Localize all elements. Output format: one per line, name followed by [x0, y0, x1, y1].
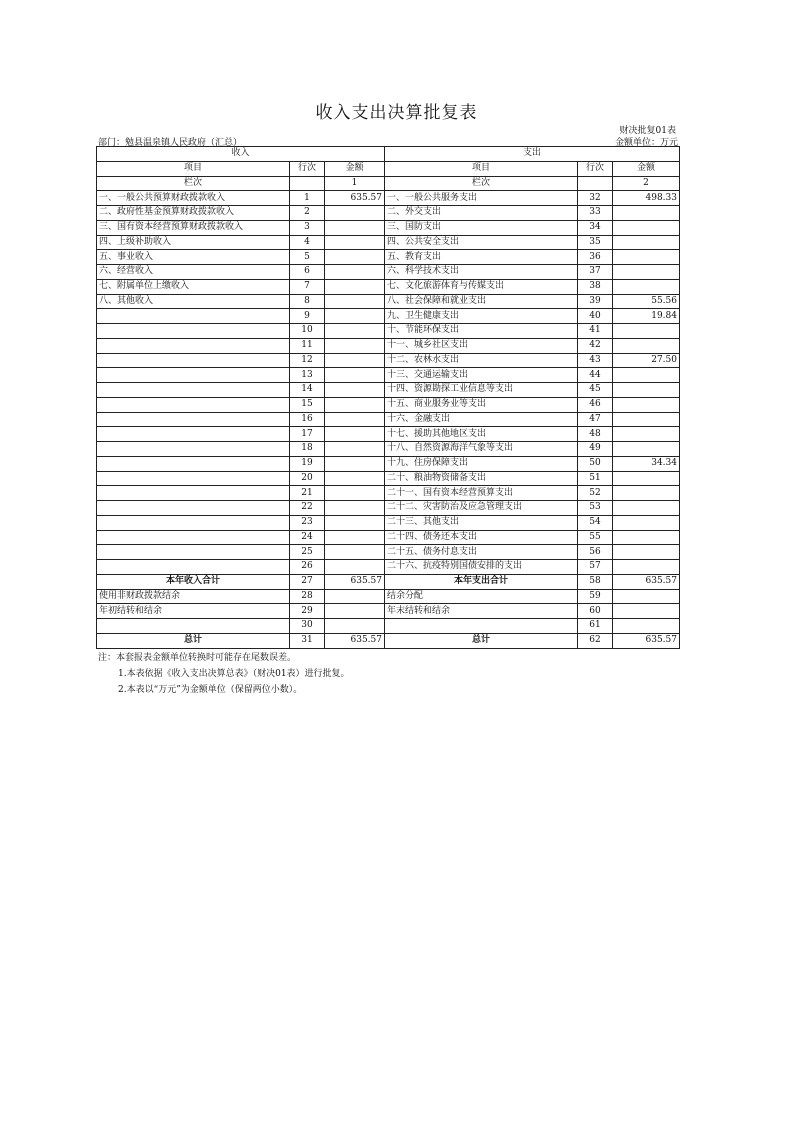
income-item: 二、政府性基金预算财政拨款收入 — [97, 206, 290, 221]
expense-item: 年末结转和结余 — [385, 604, 578, 619]
expense-amount — [613, 560, 680, 575]
expense-amount: 34.34 — [613, 456, 680, 471]
expense-row-no: 55 — [578, 530, 613, 545]
income-item — [97, 545, 290, 560]
expense-amount — [613, 220, 680, 235]
income-item — [97, 471, 290, 486]
income-item: 使用非财政拨款结余 — [97, 589, 290, 604]
table-row — [97, 442, 680, 457]
column-header-row — [97, 161, 680, 176]
income-amount — [325, 442, 385, 457]
expense-row-no: 40 — [578, 309, 613, 324]
expense-row-no: 58 — [578, 574, 613, 589]
expense-row-no: 41 — [578, 324, 613, 339]
income-row-no: 1 — [290, 191, 325, 206]
income-amount — [325, 412, 385, 427]
expense-item: 二十三、其他支出 — [385, 515, 578, 530]
empty-cell — [290, 176, 325, 191]
income-row-no: 30 — [290, 619, 325, 634]
table-row — [97, 589, 680, 604]
expense-item: 十八、自然资源海洋气象等支出 — [385, 442, 578, 457]
expense-row-no: 49 — [578, 442, 613, 457]
income-row-no: 20 — [290, 471, 325, 486]
page-title: 收入支出决算批复表 — [315, 103, 478, 123]
income-total-label: 总计 — [97, 633, 290, 648]
expense-amount — [613, 383, 680, 398]
expense-row-no: 52 — [578, 486, 613, 501]
income-amount — [325, 235, 385, 250]
income-row-no: 21 — [290, 486, 325, 501]
expense-row-no: 35 — [578, 235, 613, 250]
income-item — [97, 560, 290, 575]
total-row — [97, 633, 680, 648]
income-item — [97, 338, 290, 353]
income-item — [97, 397, 290, 412]
table-row — [97, 294, 680, 309]
expense-amount — [613, 471, 680, 486]
expense-row-no: 62 — [578, 633, 613, 648]
expense-total-label: 总计 — [385, 633, 578, 648]
table-row — [97, 250, 680, 265]
income-amount — [325, 309, 385, 324]
expense-item: 二十、粮油物资储备支出 — [385, 471, 578, 486]
income-item — [97, 309, 290, 324]
income-row-no: 27 — [290, 574, 325, 589]
income-row-no: 10 — [290, 324, 325, 339]
expense-amount — [613, 545, 680, 560]
expense-item: 十五、商业服务业等支出 — [385, 397, 578, 412]
income-item — [97, 456, 290, 471]
table-row — [97, 427, 680, 442]
table-row — [97, 265, 680, 280]
income-amount — [325, 560, 385, 575]
income-item — [97, 412, 290, 427]
expense-amount — [613, 338, 680, 353]
income-subtotal-amount: 635.57 — [325, 574, 385, 589]
table-row — [97, 486, 680, 501]
income-amount — [325, 294, 385, 309]
income-row-no: 16 — [290, 412, 325, 427]
table-row — [97, 515, 680, 530]
income-amount — [325, 206, 385, 221]
income-row-no: 11 — [290, 338, 325, 353]
expense-item: 十六、金融支出 — [385, 412, 578, 427]
expense-item: 六、科学技术支出 — [385, 265, 578, 280]
income-amount — [325, 619, 385, 634]
income-amount — [325, 250, 385, 265]
expense-item: 十一、城乡社区支出 — [385, 338, 578, 353]
expense-amount — [613, 235, 680, 250]
income-column-no: 1 — [325, 176, 385, 191]
table-row — [97, 235, 680, 250]
section-header-row — [97, 147, 680, 162]
table-row — [97, 456, 680, 471]
note-line: 1.本表依据《收入支出决算总表》（财决01表）进行批复。 — [118, 669, 350, 679]
table-row — [97, 220, 680, 235]
income-item — [97, 383, 290, 398]
income-item — [97, 530, 290, 545]
expense-amount: 55.56 — [613, 294, 680, 309]
income-total-amount: 635.57 — [325, 633, 385, 648]
note-line: 2.本表以“万元”为金额单位（保留两位小数）。 — [118, 685, 303, 695]
income-row-no: 17 — [290, 427, 325, 442]
expense-amount — [613, 604, 680, 619]
expense-row-no: 60 — [578, 604, 613, 619]
income-row-no: 14 — [290, 383, 325, 398]
expense-item: 十、节能环保支出 — [385, 324, 578, 339]
expense-item: 十三、交通运输支出 — [385, 368, 578, 383]
table-row — [97, 338, 680, 353]
income-amount — [325, 530, 385, 545]
expense-row-no: 53 — [578, 501, 613, 516]
expense-item: 十二、农林水支出 — [385, 353, 578, 368]
income-item — [97, 324, 290, 339]
department-label: 部门：勉县温泉镇人民政府（汇总） — [98, 138, 243, 148]
table-row — [97, 206, 680, 221]
income-amount — [325, 486, 385, 501]
expense-amount: 19.84 — [613, 309, 680, 324]
expense-amount — [613, 442, 680, 457]
expense-item: 一、一般公共服务支出 — [385, 191, 578, 206]
income-amount — [325, 383, 385, 398]
income-amount: 635.57 — [325, 191, 385, 206]
empty-cell — [578, 176, 613, 191]
expense-item: 七、文化旅游体育与传媒支出 — [385, 279, 578, 294]
income-row-no: 9 — [290, 309, 325, 324]
expense-row-no-header: 行次 — [578, 161, 613, 176]
income-item: 四、上级补助收入 — [97, 235, 290, 250]
expense-row-no: 50 — [578, 456, 613, 471]
expense-row-no: 38 — [578, 279, 613, 294]
column-number-row — [97, 176, 680, 191]
expense-column-no: 2 — [613, 176, 680, 191]
table-row — [97, 353, 680, 368]
income-row-no: 8 — [290, 294, 325, 309]
table-row — [97, 604, 680, 619]
income-row-no: 7 — [290, 279, 325, 294]
expense-row-no: 42 — [578, 338, 613, 353]
expense-item: 二、外交支出 — [385, 206, 578, 221]
income-row-no: 18 — [290, 442, 325, 457]
expense-row-no: 36 — [578, 250, 613, 265]
income-row-no: 24 — [290, 530, 325, 545]
expense-row-no: 61 — [578, 619, 613, 634]
income-row-no: 28 — [290, 589, 325, 604]
expense-item: 五、教育支出 — [385, 250, 578, 265]
expense-amount: 498.33 — [613, 191, 680, 206]
expense-amount: 27.50 — [613, 353, 680, 368]
income-amount — [325, 265, 385, 280]
income-row-no: 29 — [290, 604, 325, 619]
expense-item: 四、公共安全支出 — [385, 235, 578, 250]
table-row — [97, 412, 680, 427]
income-amount — [325, 397, 385, 412]
expense-amount — [613, 589, 680, 604]
expense-item: 九、卫生健康支出 — [385, 309, 578, 324]
expense-subtotal-label: 本年支出合计 — [385, 574, 578, 589]
form-code: 财决批复01表 — [619, 126, 676, 136]
income-amount — [325, 545, 385, 560]
unit-label: 金额单位：万元 — [614, 138, 678, 148]
expense-total-amount: 635.57 — [613, 633, 680, 648]
expense-amount — [613, 486, 680, 501]
income-row-no: 19 — [290, 456, 325, 471]
income-row-no: 25 — [290, 545, 325, 560]
income-item: 七、附属单位上缴收入 — [97, 279, 290, 294]
table-row — [97, 530, 680, 545]
expense-item: 三、国防支出 — [385, 220, 578, 235]
expense-row-no: 51 — [578, 471, 613, 486]
expense-item: 结余分配 — [385, 589, 578, 604]
income-expense-table — [96, 146, 680, 649]
expense-amount — [613, 427, 680, 442]
income-amount — [325, 427, 385, 442]
expense-amount — [613, 412, 680, 427]
table-row — [97, 191, 680, 206]
expense-amount — [613, 279, 680, 294]
expense-item: 二十五、债务付息支出 — [385, 545, 578, 560]
income-item: 三、国有资本经营预算财政拨款收入 — [97, 220, 290, 235]
expense-row-no: 34 — [578, 220, 613, 235]
income-item — [97, 501, 290, 516]
expense-item: 二十四、债务还本支出 — [385, 530, 578, 545]
table-row — [97, 309, 680, 324]
income-amount — [325, 338, 385, 353]
expense-row-no: 39 — [578, 294, 613, 309]
table-row — [97, 545, 680, 560]
income-column-no-label: 栏次 — [97, 176, 290, 191]
income-amount — [325, 324, 385, 339]
income-row-no: 31 — [290, 633, 325, 648]
income-item — [97, 368, 290, 383]
expense-item — [385, 619, 578, 634]
income-item — [97, 442, 290, 457]
subtotal-row — [97, 574, 680, 589]
income-amount — [325, 471, 385, 486]
expense-header: 支出 — [385, 147, 680, 162]
expense-amount — [613, 206, 680, 221]
income-item: 八、其他收入 — [97, 294, 290, 309]
expense-row-no: 44 — [578, 368, 613, 383]
expense-row-no: 46 — [578, 397, 613, 412]
income-amount — [325, 456, 385, 471]
expense-amount — [613, 397, 680, 412]
income-amount — [325, 353, 385, 368]
table-row — [97, 619, 680, 634]
income-row-no: 23 — [290, 515, 325, 530]
income-row-no: 26 — [290, 560, 325, 575]
income-amount — [325, 515, 385, 530]
expense-item: 八、社会保障和就业支出 — [385, 294, 578, 309]
notes — [98, 650, 350, 698]
expense-item: 二十六、抗疫特别国债安排的支出 — [385, 560, 578, 575]
income-amount — [325, 604, 385, 619]
expense-amount — [613, 501, 680, 516]
expense-item: 二十一、国有资本经营预算支出 — [385, 486, 578, 501]
income-amount — [325, 220, 385, 235]
income-row-no: 15 — [290, 397, 325, 412]
income-item — [97, 427, 290, 442]
expense-item: 十七、援助其他地区支出 — [385, 427, 578, 442]
income-item-header: 项目 — [97, 161, 290, 176]
expense-row-no: 32 — [578, 191, 613, 206]
table-row — [97, 501, 680, 516]
expense-amount — [613, 324, 680, 339]
expense-row-no: 54 — [578, 515, 613, 530]
expense-row-no: 47 — [578, 412, 613, 427]
expense-amount — [613, 530, 680, 545]
income-amount — [325, 589, 385, 604]
table-row — [97, 324, 680, 339]
table-row — [97, 383, 680, 398]
income-row-no-header: 行次 — [290, 161, 325, 176]
expense-row-no: 56 — [578, 545, 613, 560]
expense-subtotal-amount: 635.57 — [613, 574, 680, 589]
expense-amount-header: 金额 — [613, 161, 680, 176]
table-row — [97, 279, 680, 294]
income-item: 年初结转和结余 — [97, 604, 290, 619]
income-row-no: 6 — [290, 265, 325, 280]
income-header: 收入 — [97, 147, 385, 162]
table-row — [97, 560, 680, 575]
table-row — [97, 397, 680, 412]
expense-column-no-label: 栏次 — [385, 176, 578, 191]
expense-amount — [613, 250, 680, 265]
expense-amount — [613, 265, 680, 280]
expense-row-no: 37 — [578, 265, 613, 280]
expense-item: 十四、资源勘探工业信息等支出 — [385, 383, 578, 398]
expense-item-header: 项目 — [385, 161, 578, 176]
expense-amount — [613, 619, 680, 634]
expense-row-no: 43 — [578, 353, 613, 368]
income-row-no: 2 — [290, 206, 325, 221]
table-row — [97, 471, 680, 486]
income-row-no: 12 — [290, 353, 325, 368]
income-item — [97, 353, 290, 368]
expense-row-no: 57 — [578, 560, 613, 575]
income-row-no: 3 — [290, 220, 325, 235]
expense-amount — [613, 515, 680, 530]
income-subtotal-label: 本年收入合计 — [97, 574, 290, 589]
expense-row-no: 48 — [578, 427, 613, 442]
expense-amount — [613, 368, 680, 383]
income-row-no: 22 — [290, 501, 325, 516]
income-item — [97, 619, 290, 634]
expense-row-no: 33 — [578, 206, 613, 221]
income-row-no: 4 — [290, 235, 325, 250]
expense-item: 十九、住房保障支出 — [385, 456, 578, 471]
expense-item: 二十二、灾害防治及应急管理支出 — [385, 501, 578, 516]
income-item: 五、事业收入 — [97, 250, 290, 265]
income-amount — [325, 501, 385, 516]
expense-row-no: 45 — [578, 383, 613, 398]
note-line: 注：本套报表金额单位转换时可能存在尾数误差。 — [98, 653, 297, 663]
table-row — [97, 368, 680, 383]
income-row-no: 13 — [290, 368, 325, 383]
income-item: 一、一般公共预算财政拨款收入 — [97, 191, 290, 206]
income-amount — [325, 279, 385, 294]
income-row-no: 5 — [290, 250, 325, 265]
income-item — [97, 486, 290, 501]
income-amount-header: 金额 — [325, 161, 385, 176]
expense-row-no: 59 — [578, 589, 613, 604]
income-item: 六、经营收入 — [97, 265, 290, 280]
income-item — [97, 515, 290, 530]
income-amount — [325, 368, 385, 383]
